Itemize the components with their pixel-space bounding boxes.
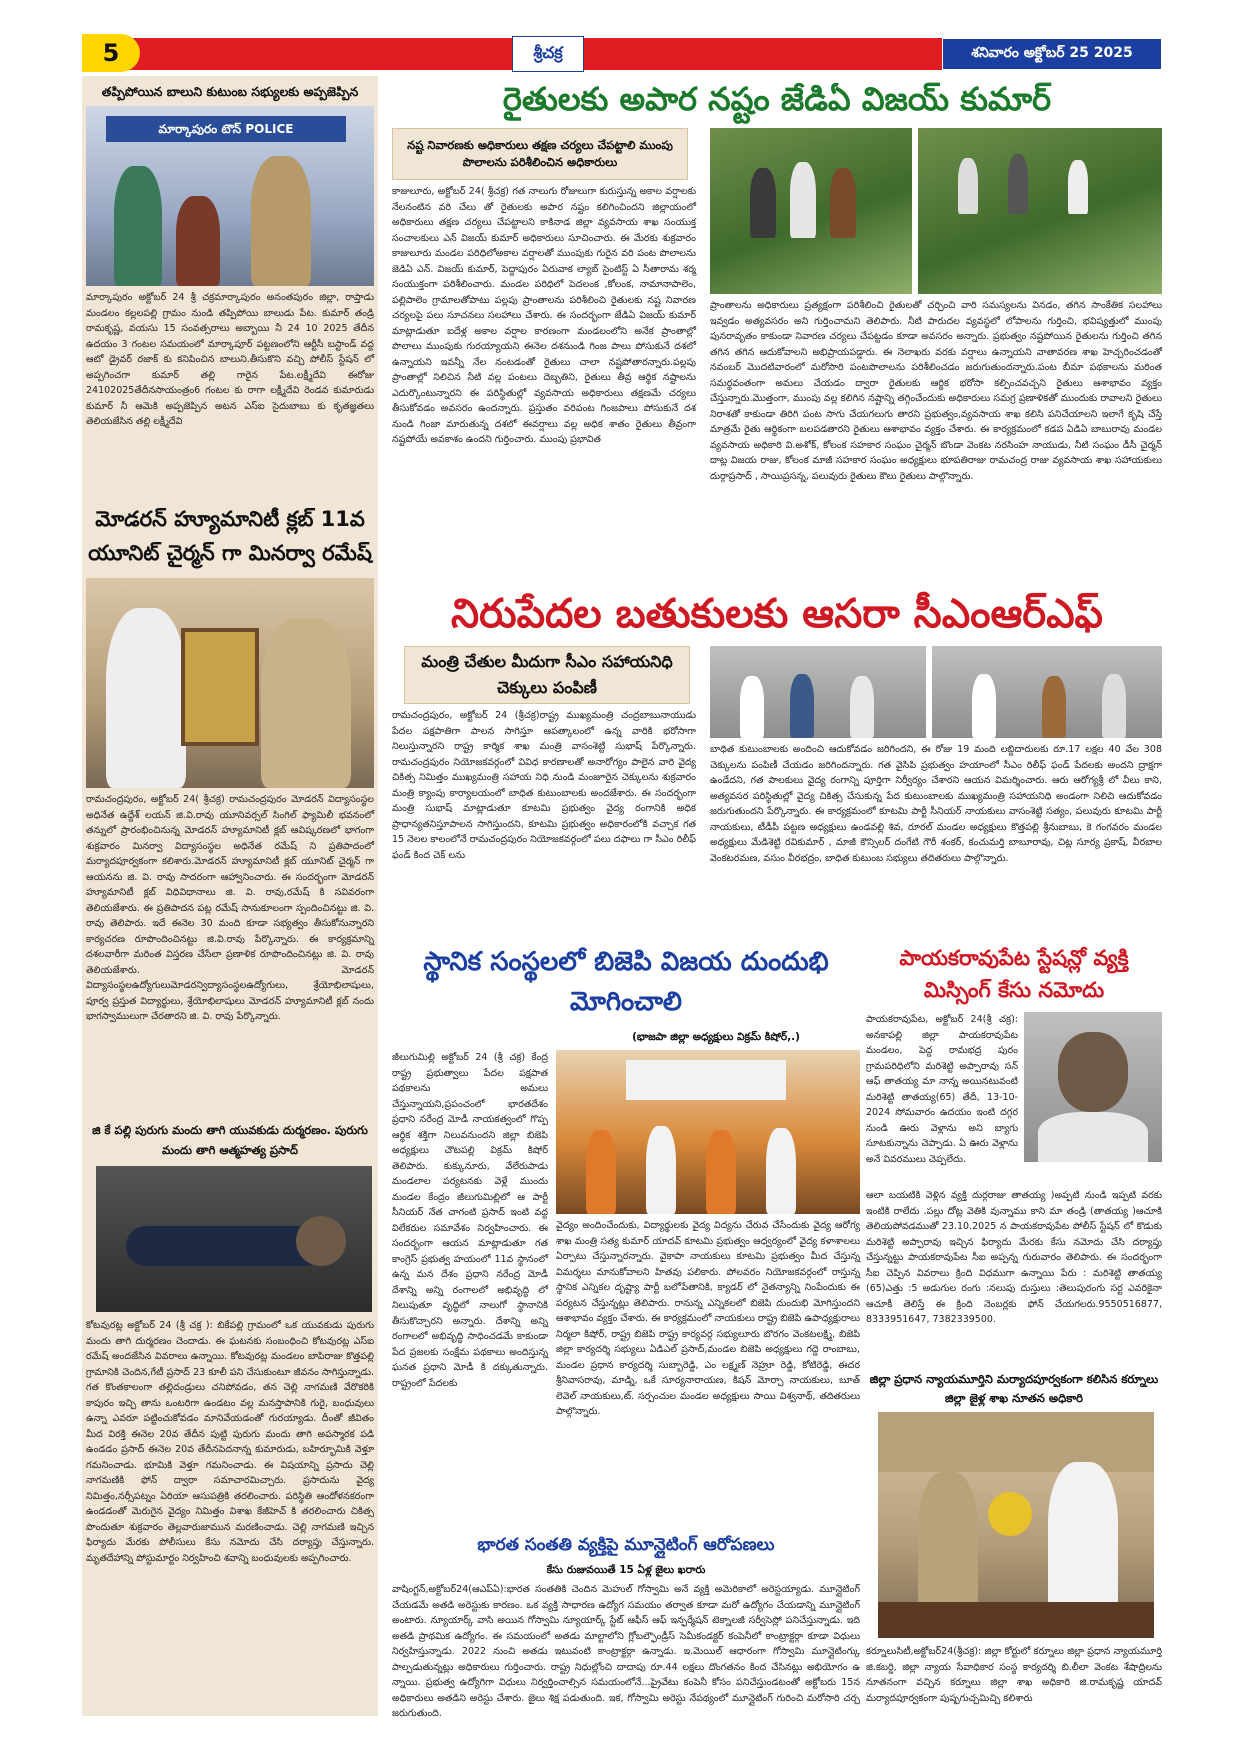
member-figure-2 bbox=[646, 1126, 676, 1214]
minister-figure-1 bbox=[740, 676, 764, 738]
minister-figure-2 bbox=[972, 674, 996, 738]
issue-date: శనివారం అక్టోబర్ 25 2025 bbox=[942, 38, 1162, 70]
club-chairman-photo bbox=[86, 578, 374, 788]
person-figure-2 bbox=[850, 676, 874, 738]
jail-officer-figure bbox=[918, 1472, 978, 1612]
face-shape bbox=[1058, 1032, 1128, 1112]
missing-person-body-top: పాయకరావుపేట, అక్టోబర్ 24(శ్రీ చక్ర): అనకాపల్లి జిల్లా పాయకరావుపేట మండలం, పెద్ద రామభద్ర పురం గ్రామపరిధిలోని మరిశెట్టి అప్పారావు సన్ ఆఫ్ తాతయ్య మా నాన్న అయినటువంటి మరిశెట్టి తాతయ్య(65) తేదీ, 13-10-2024 సోమవారం ఉదయం ఇంటి దగ్గర నుండి ఊరు వెళ్లాను అని బ్యాగు సూటకున్నాను చెప్పాడు. ఏ ఊరు వెళ్లాను అనే వివరములు చెప్పలేదు. bbox=[866, 1014, 1018, 1165]
head-shape bbox=[296, 1216, 346, 1266]
farmers-body-left: కాజులూరు, అక్టోబర్ 24( శ్రీచక్ర) గత నాలుగు రోజులుగా కురుస్తున్న అకాల వర్షాలకు నేలనంటిన వరి చేలు తో రైతులకు అపార నష్టం కలిగించిందని జిల్లాయంలో అధికారులు తక్షణ చర్యలు చేపట్టాలని కాకినాడ జిల్లా వ్యవసాయ శాఖ సంయుక్త సంచాలకులు ఎన్ విజయ్ కుమార్ అధికారులు సూచించారు. ఈ మేరకు శుక్రవారం కాజులూరు మండల పరిధిలోఅకాల వర్షాలతో ముంపుకు గురైన వరి పంట పొలాలను జెడిఏ ఎన్. విజయ్ కుమార్, పెద్దాపురం ఏరువాక ల్యాబ్ సైంటిస్ట్ ఏ సీతారామ శర్మ సంయుక్తంగా పరిశీలించారు. మండల పరిధిలో పెదలంక ,కోలంక, నామానాపాలెం, పల్లిపాలెం గ్రామాలతోపాటు పల్లపు ప్రాంతాలను పరిశీలించి రైతులకు నష్ట నివారణ చర్యలపై పలు సూచనలు సలహాలు చేశారు. ఈ సందర్భంగా జేడిఏ విజయ్ కుమార్ మాట్లాడుతూ ఐదేళ్ల అకాల వర్షాల కారణంగా మండలంలోని అనేక ప్రాంతాల్లో పొలాలు ముంపుకు గురయ్యాయని ఈనెల దశనుండి గింజ పాలు పోసుకునే దశలో ఉన్నాయని ఇవన్నీ నేల నంటడంతో రైతులు చాలా నష్టపోతారన్నారు.పల్లపు ప్రాంతాల్లో నిలిచిన నీటి వల్ల పంటలు దెబ్బతిని, రైతులు తీవ్ర ఆర్థిక నష్టాలను ఎదుర్కొంటున్నారని ఈ పరిస్థితుల్లో వ్యవసాయ అధికారులు తక్షణమే చర్యలు తీసుకోవడం అవసరం ఉందన్నారు. ప్రస్తుతం వరిపంట గింజపాలు పోసుకునే దశ నుండి గింజా మారుతున్న దశలో ఈవర్షాలు వల్ల అధిక శాతం రైతులు తీవ్రంగా నష్టపోయే అవకాశం ఉందని గుర్తించారు. ముంపు ప్రభావిత bbox=[392, 186, 696, 445]
cheque-distribution-photo-1 bbox=[710, 646, 926, 738]
masthead bbox=[82, 34, 1162, 72]
farmers-headline: రైతులకు అపార నష్టం జేడిఏ విజయ్ కుమార్ bbox=[502, 80, 1052, 118]
pesticide-headline: జి కే పల్లి పురుగు మందు తాగి యువకుడు దుర్మరణం. పురుగు మందు తాగి ఆత్మహత్య ప్రసాద్ bbox=[92, 1123, 368, 1157]
bjp-byline: (భాజపా జిల్లా అధ్యక్షులు విక్రమ్ కిషోర్,.) bbox=[632, 1031, 800, 1043]
judge-figure bbox=[1048, 1462, 1118, 1612]
field-inspection-photo-2 bbox=[918, 128, 1162, 294]
judge-meeting-photo bbox=[878, 1412, 1154, 1638]
moonlighting-headline: భారత సంతతి వ్యక్తిపై మూన్లైటింగ్ ఆరోపణలు bbox=[477, 1535, 775, 1555]
farmers-subhead: నష్ట నివారణకు అధికారులు తక్షణ చర్యలు చేపట్టాలి ముంపు పొలాలను పరిశీలించిన అధికారులు bbox=[392, 128, 688, 180]
cheque-distribution-photo-2 bbox=[932, 646, 1162, 738]
pesticide-body: కోటవురట్ల అక్టోబర్ 24 (శ్రీ చక్ర ): బికేపల్లి గ్రామంలో ఒక యువకుడు పురుగు మందు తాగి దుర్మరణం చెందాడు. ఈ ఘటనకు సంబంధించి కోటవురట్ల ఎస్ఐ రమేష్ అందజేసిన వివరాలు ఉన్నాయి. కోటవురట్ల మండలం బాపిరాజు కొత్తపల్లి గ్రామానికి చెందిన,గేటీ ప్రసాద్ 23 కూలీ పని చేసుకుంటూ జీవనం సాగిస్తున్నాడు. గత కొంతకాలంగా తల్లిదండ్రులు చనిపోవడం, తన చెల్లి నాగమణి వేరొకరికి కాపురం ఇచ్చి తాను ఒంటరిగా ఉండటం వల్ల మనస్తాపానికి గురై, బంధువులు ఉన్నా ఎవరూ పట్టించుకోవడం మానివేయడంతో గురయ్యాడు. దీంతో జీవితం మీద విరక్తి ఈనెల 20వ తేదీన పుట్టి పురుగు మందు తాగి అపస్మారక పడి ఉండడం ప్రసాద్ ఈనెల 20వ తేదీనపెదనాన్న కుమారుడు, బహిర్భూమికి వెళ్తూ గమనించాడు. భూమికి వెళ్తూ గమనించాడు. ఈ విషయాన్ని ప్రసాదు చెల్లి నాగమణికి ఫోన్ ద్వారా సమాచారమిచ్చారు. ప్రసాదును వైద్య నిమిత్తం,నర్సీపట్నం ఏరియా ఆసుపత్రికి తరలించారు. పరిస్థితి ఆందోళనకరంగా ఉండడంతో మెరుగైన వైద్యం నిమిత్తం విశాఖ కేజీహెచ్ కి తరలించారు చికిత్స పొందుతూ శుక్రవారం తెల్లవారుజామున మరణించాడు. చెల్లి నాగమణి ఇచ్చిన ఫిర్యాదు మేరకు పోలీసులు కేసు నమోదు చేసి దర్యాప్తు చేస్తున్నారు. మృతదేహాన్ని పోస్టుమార్టం నిర్వహించి శవాన్ని బంధువులకు అప్పగించారు. bbox=[86, 1320, 374, 1564]
paper-logo: శ్రీచక్ర bbox=[512, 36, 584, 72]
cmrf-body-right: బాధిత కుటుంబాలకు అందించి ఆదుకోవడం జరిగిందని, ఈ రోజు 19 మంది లబ్దిదారులకు రూ.17 లక్షల 40 వేల 308 చెక్కులను పంపిణీ చేయడం జరిగిందన్నారు. గత వైసిపి ప్రభుత్వం హయాంలో సీఎం రిలీఫ్ ఫండ్ పేదలకు అందని ద్రాక్షగా ఉండేదని, గత పాలకులు వైద్య రంగాన్ని పూర్తిగా నిర్వీర్యం చేశారని ఆయన విమర్శించారు. ఆరు ఆరోగ్యశ్రీ లో వీలు కాని, అత్యవసర పరిస్థితుల్లో వైద్య చికిత్స చేసుకున్న పేద కుటుంబాలకు ముఖ్యమంత్రి సహాయనిధి అండంగా నిలిచి ఆదుకోవడం జరుగుతుందని పేర్కొన్నారు. ఈ కార్యక్రమంలో కూటమి పార్టీ సీనియర్ నాయకులు వాసంశెట్టి సత్యం, పలువురు కూటమి పార్టీ నాయకులు, టీడీపీ పట్టణ అధ్యక్షులు ఉండవల్లి శివ, రూరల్ మండల అధ్యక్షులు కొత్తపల్లి శ్రీనుబాబు, కె గంగవరం మండల అధ్యక్షులు మేడిశెట్టి రవికుమార్ , మాజీ కౌన్సిలర్ దంగేటి గౌరీ శంకర్, కంచుమర్తి బాబూరావు, చిట్ల సూర్య ప్రకాష్, వీరబాల వెంకటరమణ, వసుం వీరభద్రం, బాధిత కుటుంబ సభ్యులు తదితరులు పాల్గొన్నారు. bbox=[710, 744, 1162, 864]
man-white-shirt bbox=[106, 608, 186, 788]
police-station-photo bbox=[86, 106, 374, 286]
moonlighting-subhead: కేసు రుజువయితే 15 ఏళ్ల జైలు ఖరారు bbox=[546, 1564, 706, 1576]
person-figure-4 bbox=[1102, 674, 1126, 738]
member-figure-1 bbox=[586, 1130, 616, 1214]
officer-figure-3 bbox=[830, 168, 856, 238]
missing-boy-headline: తప్పిపోయిన బాలుని కుటుంబ సభ్యులకు అప్పజెప్పిన bbox=[101, 84, 359, 99]
boy-figure bbox=[176, 196, 220, 286]
party-banner bbox=[626, 1060, 786, 1100]
officer-figure-2 bbox=[790, 162, 816, 238]
back-wall bbox=[878, 1412, 1154, 1472]
officer-figure-1 bbox=[750, 168, 776, 238]
bouquet bbox=[988, 1492, 1032, 1536]
humanity-club-headline: మోడరన్ హ్యూమానిటీ క్లబ్ 11వ యూనిట్ చైర్మన్ గా మినర్వా రమేష్ bbox=[88, 507, 372, 565]
victim-photo bbox=[96, 1166, 372, 1312]
farmers-body-right: ప్రాంతాలను అధికారులు ప్రత్యక్షంగా పరిశీలించి రైతులతో చర్చించి వారి సమస్యలను వినడం, తగిన సాంకేతిక సలహాలు ఇవ్వడం అత్యవసరం అని గుర్తించామని తెలిపారు. నీటి పారుదల వ్యవస్థలో లోపాలను గుర్తించి, భవిష్యత్తులో ముంపు పునరావృతం కాకుండా నివారణ చర్యలు చేపట్టడం కూడా అవసరం అన్నారు. ప్రభుత్వం నష్టపోయిన రైతులను గుర్తించి తగిన తగిన తగిన ఆదుకోవాలని అభిప్రాయపడ్డారు. ఈ నెలాఖరు వరకు వర్షాలు ఉన్నాయని వాతావరణ శాఖ హెచ్చరించడంతో నవంబర్ మొదటివారంలో మరోసారి పంటపొలాలను పరిశీలించడం జరుగుతుందన్నారు.పంట బీమా పథకాలను మరింత సమర్థవంతంగా అమలు చేయడం ద్వారా రైతులకు ఆర్థిక భరోసా కల్పించవచ్చని రైతులు ఆశాభావం వ్యక్తం చేస్తున్నారు.మొత్తంగా, ముంపు వల్ల కలిగిన నష్టాన్ని తగ్గించేందుకు అధికారులు సమగ్ర ప్రణాళికతో ముందుకు రావాలని రైతులు నిరాశతో కాకుండా తిరిగి పంట సాగు చేయగలుగు తారని ప్రభుత్వం,వ్యవసాయ శాఖ కలిసి పనిచేయాలని ఇలాగే కృషి చేస్తే మాత్రమే రైతు ఆర్థికంగా బలపడతారని రైతులు ఆశాభావం వ్యక్తం చేశారు. ఈ కార్యక్రమంలో కడప ఏడిఏ బాబురావు మండల వ్యవసాయ అధికారి వి.అశోక్, కోలంక సహకార సంఘం చైర్మన్ బొండా వెంకట నరసింహ నాయుడు, నీటి సంఘం డీసీ చైర్మన్ దాట్ల విజయ రాజు, కోలంక మాజీ సహకార సంఘం అధ్యక్షులు భూపతిరాజు రామచంద్ర రాజు వ్యవసాయ శాఖ సహాయకులు దుర్గాప్రసాద్ , సాయిప్రసన్న, పలువురు రైతులు కౌలు రైతులు పాల్గొన్నారు. bbox=[710, 300, 1162, 482]
field-inspection-photo-1 bbox=[710, 128, 912, 294]
cmrf-body-left: రామచంద్రపురం, అక్టోబర్ 24 (శ్రీచక్ర)రాష్ట్ర ముఖ్యమంత్రి చంద్రబాబునాయుడు పేదల పక్షపాతిగా పాలన సాగిస్తూ ఆపత్కాలంలో ఉన్న వారికి భరోసాగా నిలుస్తున్నారని రాష్ట్ర కార్మిక శాఖ మంత్రి వాసంశెట్టి సుభాష్ పేర్కొన్నారు. రామచంద్రపురం నియోజకవర్గంలో వివిధ కారణాలతో అనారోగ్యం పాలైన వారి వైద్య చికిత్స నిమిత్తం ముఖ్యమంత్రి సహాయ నిధి నుండి మంజూరైన చెక్కులను శుక్రవారం మంత్రి క్యాంపు కార్యాలయంలో బాధిత కుటుంబాలకు అందజేశారు. ఈ సందర్భంగా మంత్రి సుభాష్ మాట్లాడుతూ కూటమి ప్రభుత్వం వైద్య రంగానికి అధిక ప్రాధాన్యతనిస్తూపాలన సాగిస్తుందని, కూటమి ప్రభుత్వం అధికారంలోకి వచ్చాక గత 15 నెలల కాలంలోనే రామచంద్రపురం నియోజకవర్గంలో పలు దఫాలు గా సీఎం రిలీఫ్ ఫండ్ కింద చెక్ లను bbox=[392, 710, 696, 861]
missing-boy-body: మార్కాపురం అక్టోబర్ 24 శ్రీ చక్రమార్కాపురం అనంతపురం జిల్లా, రాప్తాడు మండలం కల్లలపల్లి గ్రామం నుండి తప్పిపోయి బాలుడు పేట. కుమార్ తండ్రి రామకృష్ణ, వయసు 15 సంవత్సరాలు అబ్బాయి నీ 24 10 2025 తేదీన ఉదయం 3 గంటల సమయంలో మార్కాపూర్ పట్టణంలోని ఆర్టీసీ బస్టాండ్ వద్ద ఆటో డ్రైవర్ రజాక్ కు కనిపించిన బాలుని.తీసుకొని వచ్చి పోలీస్ స్టేషన్ లో అప్పగించగా కుమార్ తల్లి గారైన పేట.లక్ష్మీదేవి ఈరోజు 24102025తేదీనసాయంత్రం6 గంటల కు రాగా లక్ష్మీదేవి రెండవ కుమారుడు కుమార్ నీ ఆమెకి అప్పజెప్పిన అటన ఎస్ఐ సైదుబాబు కు కృతజ్ఞతలు తెలియజేసిన తల్లి లక్ష్మీదేవి bbox=[86, 292, 374, 427]
cmrf-headline: నిరుపేదల బతుకులకు ఆసరా సీఎంఆర్ఎఫ్ bbox=[450, 591, 1104, 637]
member-figure-3 bbox=[706, 1130, 736, 1214]
bjp-body-right: వైద్యం అందించేందుకు, విద్యార్థులకు వైద్య విద్యను చేరువ చేసేందుకు వైద్య ఆరోగ్య శాఖ మంత్రి సత్య కుమార్ యాదవ్ కూటమి ప్రభుత్వం ఆధ్వర్యంలో వైద్య కళాశాలలు ఏర్పాటు చేస్తున్నారన్నారు. వైకాపా నాయకులు కూటమి ప్రభుత్వం మీద చేస్తున్న విమర్శలు మానుకోవాలని హితవు పలికారు. పోలవరం నియోజకవర్గంలో రాస్తున్న స్థానిక ఎన్నికల దృష్ట్యా పార్టీ బలోపేతానికి, క్యాడర్ లో నైతన్యాన్ని నింపేందుకు ఈ పర్యటన చేస్తున్నట్లు తెలిపారు. రానున్న ఎన్నికలలో బిజెపి దుందుభి మోగిస్తుందని ఆశాభావం వ్యక్తం చేశారు. ఈ కార్యక్రమంలో నాయకులు రాష్ట్ర బిజెపి ఉపాధ్యక్షురాలు నిర్మలా కిషోర్, రాష్ట్ర బిజెపి రాష్ట్ర కార్యవర్గ సభ్యులూరు బొరగం వెంకటలక్ష్మి, బిజెపి జిల్లా కార్యదర్శి సభ్యులు ఏడిఎల్ ప్రసాద్,మండల బిజెపి అధ్యక్షులు గద్దె రాంబాబు, మండల ప్రధాన కార్యదర్శి సుబ్బారెడ్డి, ఎం లక్ష్మణ్ నెహ్రూ రెడ్డి, కోటిరెడ్డి, ఈదర శ్రీనివాసరావు, మాడ్ని, ఒకే సూర్యనారాయణ, కిషన్ మోర్చా నాయకులు, బూత్ లెవెల్ నాయకులు,ట్. సర్పంచుల మండల అధ్యక్షులు సాయి విశ్వనాథ్, తదితరులు పాల్గొన్నారు. bbox=[556, 1220, 860, 1417]
police-officer-figure bbox=[251, 156, 311, 286]
police-sign: మార్కాపురం టౌన్ POLICE bbox=[106, 116, 346, 142]
humanity-club-body: రామచంద్రపురం, అక్టోబర్ 24( శ్రీచక్ర) రామచంద్రపురం మోడరన్ విద్యాసంస్థల అధినేత ఉద్దేశ్ లయన్ జి.వి.రావు యూనివర్సల్ సింగిల్ ఫ్యామిలీ భవనంలో తన్నులో ప్రారంభించినున్న మోడరన్ హ్యూమానిటీ క్లబ్ ఆవిష్కరణలో భాగంగా శుక్రవారం మినర్వా విద్యాసంస్థల అధినేత రమేష్ ని ప్రతిపాదంలో మర్యాదపూర్వకంగా కలిశారు.మోడరన్ హ్యూమానిటీ క్లబ్ యూనిట్ చైర్మన్ గా ఆయనను జి. వి. రావు సాదరంగా ఆహ్వానించారు. ఈ సందర్భంగా మోడరన్ హ్యూమానిటీ క్లబ్ విధివిధానాలు జి. వి. రావు,రమేష్ కి సవివరంగా తెలియజేశారు. ఈ ప్రతిపాదన పట్ల రమేష్ సానుకూలంగా స్పందించినట్టు జి. వి. రావు తెలిపారు. ఇదే ఈనెల 30 మంది కూడా సభ్యత్వం తీసుకోనున్నారని కార్యచరణ రూపొందించినట్టు జి.వి.రావు పేర్కొన్నారు. ఈ కార్యక్రమాన్ని దశలవారీగా మరింత విస్తరణ చేసేలా ప్రణాళిక రూపొందించినట్లు జి. వి. రావు తెలియజేశారు. మోడరన్ విద్యాసంస్థలఉద్యోగులుమోడరన్విద్యాసంస్థలఉద్యోగులు, శ్రేయోభిలాషులు, పూర్వ ప్రస్తుత విద్యార్థులు, శ్రేయోభిలాషులు మోడరన్ హ్యూమానిటీ క్లబ్ నందు భాగస్వాములుగా చేరతారని జి. వి. రావు పేర్కొన్నారు. bbox=[86, 794, 374, 1022]
farmer-figure-1 bbox=[958, 158, 978, 214]
page-number: 5 bbox=[82, 34, 140, 72]
moonlighting-body: వాషింగ్టన్,అక్టోబర్24(ఆఎప్ఏ):భారత సంతతికి చెందిన మెహుల్ గోస్వామి అనే వ్యక్తి అమెరికాలో అరెస్టయ్యాడు. మూన్లైటింగ్ చేయడమే అతడి అరెస్టుకు కారణం. ఒక వ్యక్తి సాధారణ ఉద్యోగ సమయం తర్వాత కూడా మరో ఉద్యోగం చేయడాన్ని మూన్లైటింగ్ అంటారు. న్యూయార్క్ వాసి అయిన గోస్వామి న్యూయార్క్ స్టేట్ ఆఫీస్ ఆఫ్ ఇన్ఫర్మేషన్ టెక్నాలజీ సర్వీసెస్లో పనిచేస్తున్నాడు. ఇది అతడి ప్రాథమిక ఉద్యోగం. ఈ సమయంలో అతడు మాల్టాలోని గ్లోబల్ఫౌండ్రీస్ సెమీకండక్టర్ కంపెనీలో కాంట్రాక్టర్గా కూడా విధులు నిర్వహిస్తున్నాడు. 2022 నుంచి అతడు ఇటువంటి కాంట్రాక్టర్గా ఉన్నాడు. ఇ.మెయిల్ ఆధారంగా గోస్వామి మూన్లైటింగ్కు పాల్పడుతున్నట్లు అధికారులు గుర్తించారు. రాష్ట్ర నిధుల్లోంచి దాదాపు రూ.44 లక్షలు దొంగతనం కింద చేసినట్లు అభియోగం ఉ న్నాయి. ప్రభుత్వ ఉద్యోగిగా విధులు నిర్వర్తించాల్సిన సమయంలోనే...ప్రైవేటు కంపెనీ కోసం పనిచేస్తుండటంతో అక్టోబరు 15న అధికారులు అతడిని అరెస్టు చేశారు. జైలు శిక్ష పడుతుంది. ఇక, గోస్వామి అరెస్టు నేపథ్యంలో మూన్లైటింగ్ గురించి మరోసారి చర్చ జరుగుతుంది. bbox=[392, 1584, 860, 1719]
judge-headline: జిల్లా ప్రధాన న్యాయమూర్తిని మర్యాదపూర్వకంగా కలిసిన కర్నూలు జిల్లా జైళ్ల శాఖ నూతన అధికారి bbox=[869, 1372, 1159, 1405]
judge-body: కర్నూలుసిటీ,అక్టోబర్24(శ్రీచక్ర): జిల్లా కోర్టులో కర్నూలు జిల్లా ప్రధాన న్యాయమూర్తి జి.కబర్డి, జిల్లా న్యాయ సేవాధికార సంస్థ కార్యదర్శి బి.లీలా వెంకట శేషాద్రిలను నూతనంగా వచ్చిన కర్నూలు జిల్లా శాఖ అధికారి జి.రామకృష్ణ యాదవ్ మర్యాదపూర్వకంగా పుష్పగుచ్చమిచ్చి కలిశారు bbox=[866, 1646, 1162, 1704]
bjp-body-left: జీలుగుమిల్లి అక్టోబర్ 24 (శ్రీ చక్ర) కేంద్ర రాష్ట్ర ప్రభుత్వాలు పేదల పక్షపాత పథకాలను అమలు చేస్తున్నాయని,ప్రపంచంలో భారతదేశం ప్రధాని నరేంద్ర మోడీ నాయకత్వంలో గొప్ప ఆర్థిక శక్తిగా నిలువనుందని జిల్లా బిజెపి అధ్యక్షులు చౌటపల్లి విక్రమ్ కిషోర్ తెలిపారు. కుక్కునూరు, వేలేరుపాడు మండలాల పర్యటనకు వెళ్లే ముందు మండల కేంద్రం జీలుగుమిల్లిలో ఆ పార్టీ సీనియర్ నేత చాగంటి ప్రసాద్ ఇంటి వద్ద విలేకరుల సమావేశం నిర్వహించారు. ఈ సందర్భంగా ఆయన మాట్లాడుతూ గత కాంగ్రెస్ ప్రభుత్వ హయంలో 11వ స్థానంలో ఉన్న మన దేశం ప్రధాని నరేంద్ర మోడీ దేశాన్ని అన్ని రంగాలలో అభివృద్ధి లో నిలుపుతూ వృద్ధిలో నాలుగో స్థానానికి తీసుకొచ్చారని అన్నారు. దేశాన్ని అన్ని రంగాలలో అభివృద్ధి సాధించడమే కాకుండా పేద ప్రజలకు సంక్షేమ పథకాలు అందిస్తున్న ఘనత ప్రధాని మోడీ కి దక్కుతున్నారు. రాష్ట్రంలో పేదలకు bbox=[392, 1052, 548, 1389]
framed-idol bbox=[181, 628, 259, 746]
missing-person-headline: పాయకరావుపేట స్టేషన్లో వ్యక్తి మిస్సింగ్ కేసు నమోదు bbox=[899, 946, 1129, 1002]
desk bbox=[878, 1602, 1154, 1638]
farmer-figure-3 bbox=[1068, 160, 1088, 214]
cmrf-subhead: మంత్రి చేతుల మీదుగా సీఎం సహాయనిధి చెక్కులు పంపిణీ bbox=[404, 646, 690, 704]
person-figure-3 bbox=[1042, 676, 1066, 738]
woman-figure bbox=[114, 166, 162, 286]
member-figure-4 bbox=[766, 1128, 796, 1214]
shoulders-shape bbox=[1038, 1112, 1148, 1162]
man-beige-shirt bbox=[261, 618, 351, 788]
farmer-figure-2 bbox=[1008, 154, 1028, 214]
bjp-headline: స్థానిక సంస్థలలో బిజెపి విజయ దుందుభి మోగించాలి bbox=[423, 947, 829, 1017]
missing-man-photo bbox=[1024, 1012, 1162, 1162]
bjp-meeting-photo bbox=[556, 1050, 860, 1214]
person-figure-1 bbox=[790, 674, 814, 738]
missing-person-body-bottom: ఆలా బయటికి వెళ్లిన వ్యక్తి దుర్గరాజు తాతయ్య )అప్పటి నుండి ఇప్పటి వరకు ఇంటికి రాలేదు .పల్లు దోట్ల వెతికి వున్నాము కాని మా తండ్రి (తాతయ్య )ఆచూకి తెలియపోవడముతో 23.10.2025 న పాయకరావుపేట పోలీస్ స్టేషన్ లో కొడుకు మరిశెట్టి అప్పారావు ఇచ్చిన ఫిర్యాదు మేరకు కేసు నమోదు చేసి దర్యాప్తు చేస్తున్నట్టు పాయకరావుపేట సీఐ అప్పన్న గురువారం తెలిపారు. ఈ సందర్భంగా సీఐ చెప్పిన వివరాలు క్రింది విధముగా ఉన్నాయి పేరు : మరిశెట్టి తాతయ్య (65)ఎత్తు :5 అడుగుల రంగు :నలుపు దుస్తులు :తెలుపురంగు సర్ట ఎవరికైనా ఆచూకీ తెలిస్తే ఈ క్రింది నెంబర్లకు ఫోన్ చేయగలరు.9550516877, 8333951647, 7382339500. bbox=[866, 1190, 1162, 1325]
